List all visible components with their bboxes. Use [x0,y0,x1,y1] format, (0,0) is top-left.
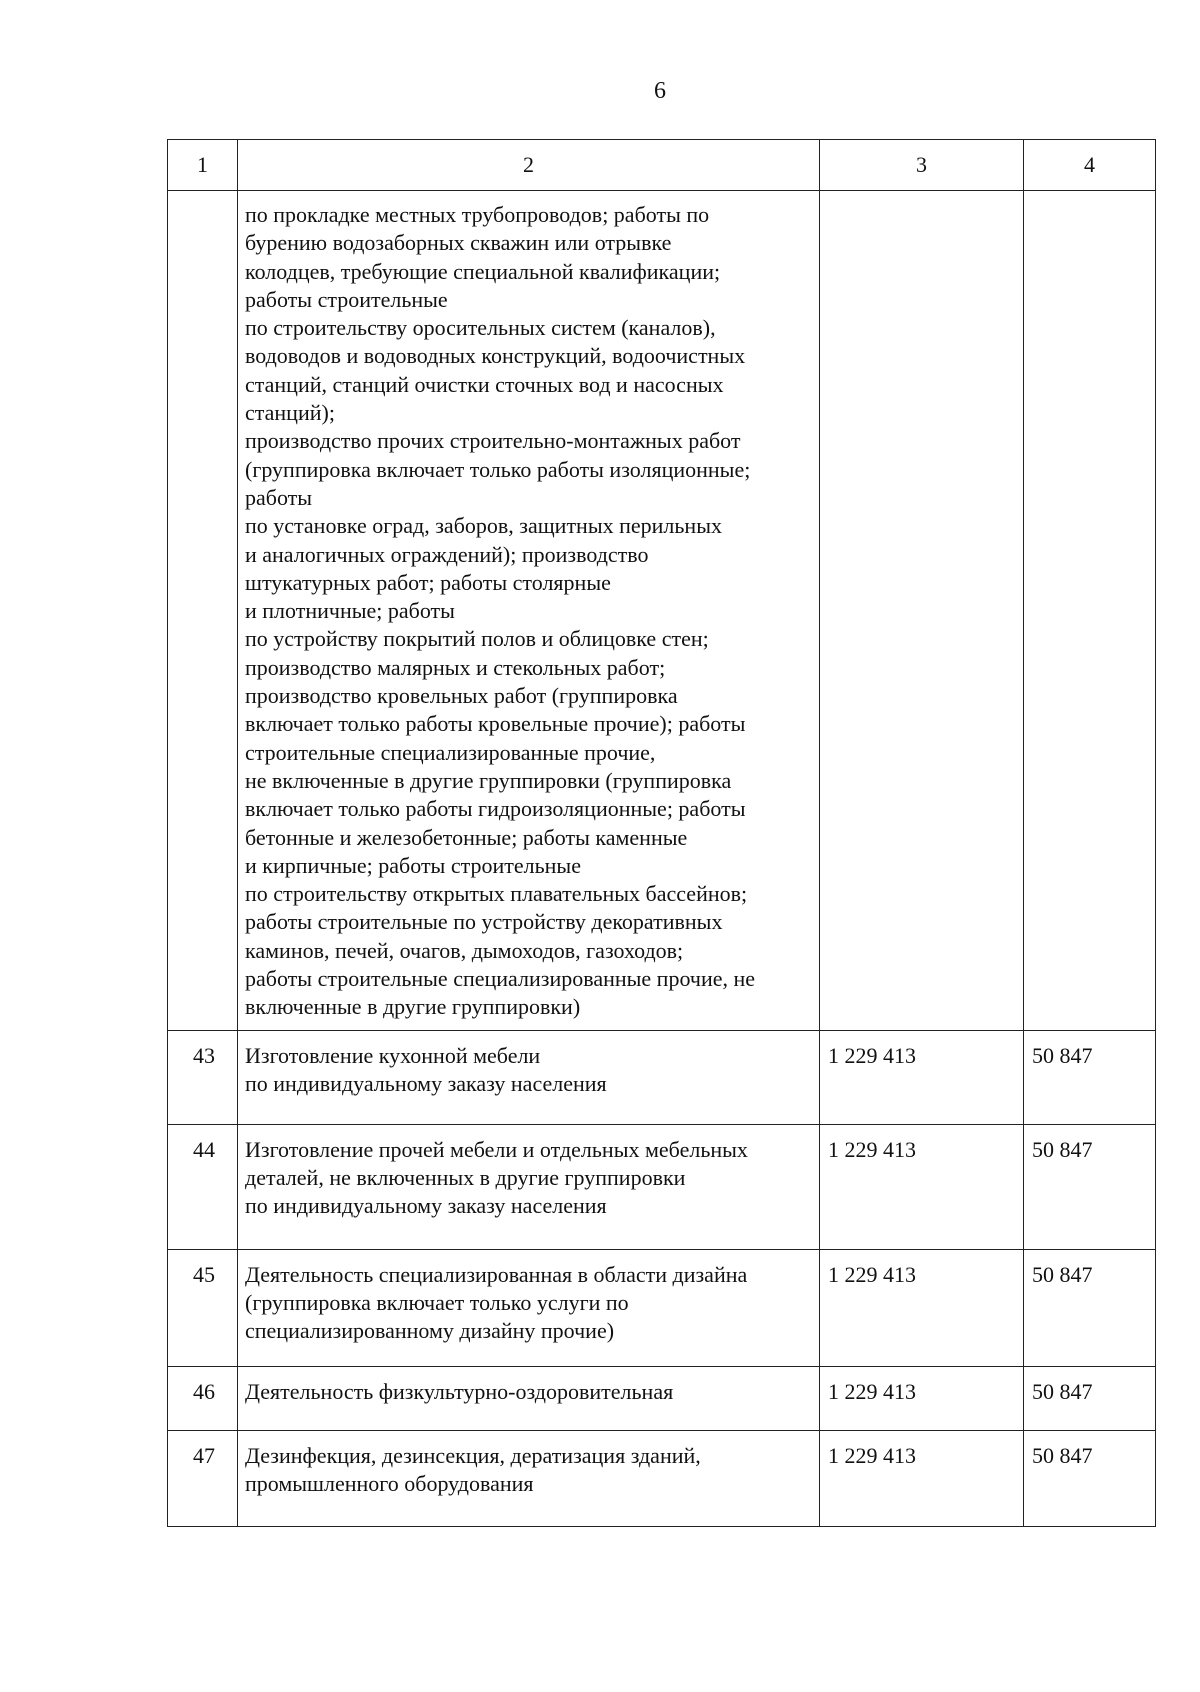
text-line: станций, станций очистки сточных вод и насосных [245,371,724,397]
text-line: промышленного оборудования [245,1470,534,1496]
text-line: водоводов и водоводных конструкций, водоочистных [245,343,746,369]
col3-value: 1 229 413 [820,1430,1024,1526]
text-line: специализированному дизайну прочие) [245,1318,615,1344]
row-number: 45 [168,1249,238,1366]
text-line: (группировка включает только услуги по [245,1289,629,1315]
text-line: включенные в другие группировки) [245,994,581,1020]
activity-name-cell [238,1430,820,1526]
text-line: по индивидуальному заказу населения [245,1193,607,1219]
table-row [168,1249,1156,1366]
text-line: по строительству открытых плавательных бассейнов; [245,881,748,907]
continuation-text-cell [238,191,820,1031]
header-col-3: 3 [820,140,1024,191]
col3-value: 1 229 413 [820,1249,1024,1366]
text-line: по устройству покрытий полов и облицовке стен; [245,626,709,652]
text-line: и плотничные; работы [245,598,455,624]
text-line: включает только работы кровельные прочие); работы [245,711,746,737]
text-line: по строительству оросительных систем (каналов), [245,315,716,341]
tariff-table [167,139,1156,1527]
text-line: производство малярных и стекольных работ; [245,654,666,680]
activity-name-cell [238,1124,820,1249]
text-line: работы строительные [245,286,448,312]
text-line: штукатурных работ; работы столярные [245,569,611,595]
text-line: производство кровельных работ (группировка [245,683,678,709]
table-row [168,1124,1156,1249]
text-line: по установке оград, заборов, защитных перильных [245,513,722,539]
text-line: колодцев, требующие специальной квалификации; [245,258,721,284]
header-col-1: 1 [168,140,238,191]
activity-name-cell [238,1249,820,1366]
col4-value: 50 847 [1024,1249,1156,1366]
text-line: станций); [245,400,335,426]
text-line: бетонные и железобетонные; работы каменные [245,824,688,850]
col3-value: 1 229 413 [820,1124,1024,1249]
row-number: 43 [168,1030,238,1124]
text-line: работы строительные специализированные прочие, не [245,966,756,992]
row-number: 44 [168,1124,238,1249]
col4-value: 50 847 [1024,1366,1156,1430]
table-row [168,1030,1156,1124]
text-line: Деятельность специализированная в области дизайна [245,1261,748,1287]
text-line: (группировка включает только работы изоляционные; [245,456,751,482]
text-line: Изготовление кухонной мебели [245,1042,541,1068]
table-row-continuation [168,191,1156,1031]
page-number: 6 [654,78,666,104]
col4-value: 50 847 [1024,1124,1156,1249]
text-line: производство прочих строительно-монтажных работ [245,428,741,454]
text-line: включает только работы гидроизоляционные; работы [245,796,746,822]
text-line: деталей, не включенных в другие группировки [245,1164,686,1190]
col4-value: 50 847 [1024,1030,1156,1124]
header-col-4: 4 [1024,140,1156,191]
col3-value: 1 229 413 [820,1366,1024,1430]
text-line: Изготовление прочей мебели и отдельных мебельных [245,1136,748,1162]
text-line: и кирпичные; работы строительные [245,852,581,878]
continuation-col4-cell [1024,191,1156,1031]
header-col-2: 2 [238,140,820,191]
text-line: бурению водозаборных скважин или отрывке [245,230,672,256]
text-line: работы строительные по устройству декоративных [245,909,723,935]
continuation-num-cell [168,191,238,1031]
col3-value: 1 229 413 [820,1030,1024,1124]
text-line: и аналогичных ограждений); производство [245,541,649,567]
text-line: по индивидуальному заказу населения [245,1070,607,1096]
text-line: Деятельность физкультурно-оздоровительная [245,1378,674,1404]
activity-name-cell [238,1366,820,1430]
text-line: работы [245,484,313,510]
table-row [168,1366,1156,1430]
row-number: 47 [168,1430,238,1526]
col4-value: 50 847 [1024,1430,1156,1526]
text-line: не включенные в другие группировки (группировка [245,767,732,793]
text-line: строительные специализированные прочие, [245,739,656,765]
table-header-row [168,140,1156,191]
text-line: каминов, печей, очагов, дымоходов, газоходов; [245,937,684,963]
text-line: по прокладке местных трубопроводов; работы по [245,202,710,227]
continuation-col3-cell [820,191,1024,1031]
activity-name-cell [238,1030,820,1124]
row-number: 46 [168,1366,238,1430]
table-row [168,1430,1156,1526]
text-line: Дезинфекция, дезинсекция, дератизация зданий, [245,1442,701,1468]
